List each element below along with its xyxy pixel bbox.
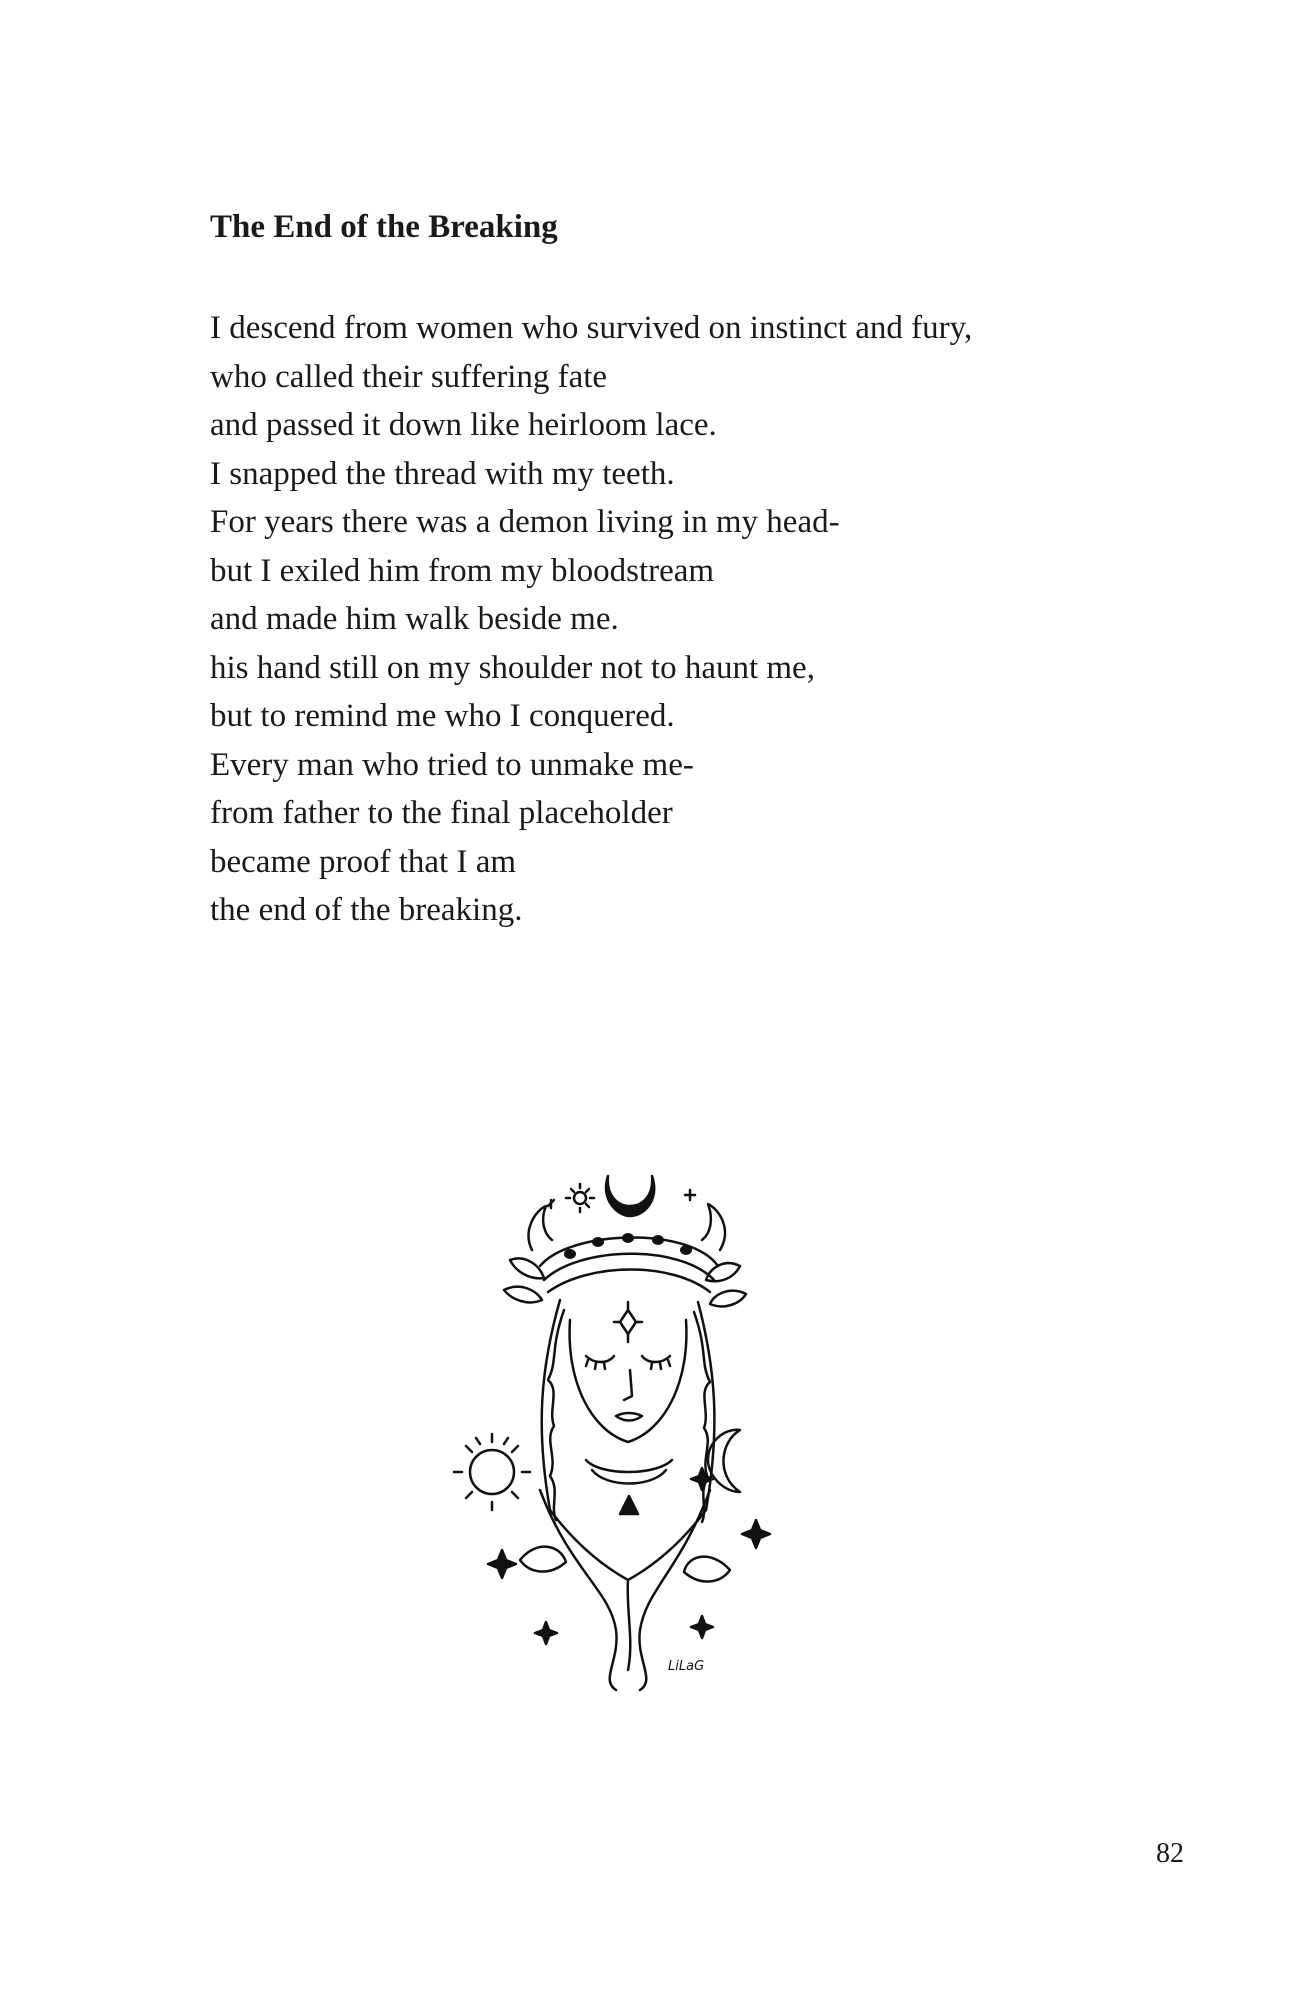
right-leaf: [684, 1557, 730, 1582]
right-eye: [642, 1356, 670, 1369]
poem-line: but to remind me who I conquered.: [210, 698, 675, 734]
poem-line: became proof that I am: [210, 843, 517, 880]
poem-line: his hand still on my shoulder not to haunt me,: [210, 649, 815, 686]
poem-line: who called their suffering fate: [210, 358, 608, 395]
poem-line: from father to the final placeholder: [210, 795, 673, 831]
sparkle-icon: [548, 1200, 554, 1208]
sun-icon: [454, 1434, 530, 1510]
forehead-jewel-icon: [614, 1302, 642, 1342]
poem-title: The End of the Breaking: [210, 209, 558, 245]
left-leaf: [520, 1547, 566, 1572]
poem-line: For years there was a demon living in my head-: [210, 504, 840, 540]
crown-jewels: [564, 1233, 692, 1259]
poem-line: I snapped the thread with my teeth.: [210, 455, 675, 492]
poem-line: and made him walk beside me.: [210, 601, 619, 637]
artist-signature: LiLaG: [668, 1659, 705, 1674]
right-braid: [694, 1302, 714, 1522]
page-number: 82: [1156, 1838, 1184, 1869]
poem-body: [210, 304, 972, 935]
left-eye: [586, 1356, 614, 1369]
small-star-icon: [685, 1190, 695, 1200]
crown-left-horn: [529, 1206, 552, 1250]
pendant-icon: [620, 1496, 638, 1514]
right-leaves: [706, 1263, 746, 1306]
poem-line: and passed it down like heirloom lace.: [210, 407, 717, 443]
poem-line: Every man who tried to unmake me-: [210, 746, 694, 783]
choker-necklace: [586, 1460, 672, 1472]
left-braid: [542, 1300, 564, 1520]
poem-line: I descend from women who survived on instinct and fury,: [210, 310, 973, 346]
crown-moon-icon: [606, 1176, 654, 1216]
left-leaves: [504, 1258, 544, 1302]
mouth: [616, 1413, 642, 1421]
poem-line: but I exiled him from my bloodstream: [210, 552, 715, 589]
nose: [624, 1370, 632, 1400]
small-sun-icon: [566, 1184, 594, 1212]
woman-portrait-illustration: [440, 1170, 810, 1710]
crown-right-horn: [702, 1204, 725, 1250]
poem-line: the end of the breaking.: [210, 892, 523, 928]
